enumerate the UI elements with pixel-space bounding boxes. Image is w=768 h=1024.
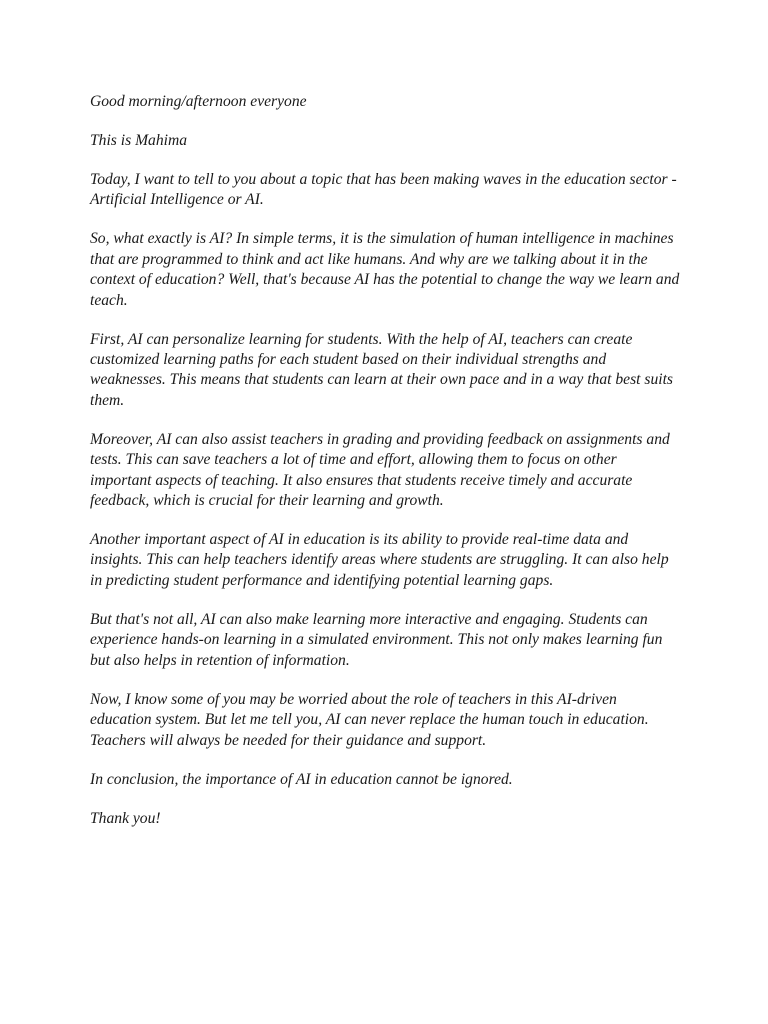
ai-definition-paragraph: So, what exactly is AI? In simple terms, it is the simulation of human intelligence in machines that are programmed to think and act like humans. And why are we talking about it in the context of education? Well, that's because AI has the potential to change the way we learn and teach. <box>90 230 680 309</box>
conclusion-paragraph: In conclusion, the importance of AI in education cannot be ignored. <box>90 770 513 788</box>
personalized-learning-paragraph: First, AI can personalize learning for students. With the help of AI, teachers can create customized learning paths for each student based on their individual strengths and weaknesses. This means that students can learn at their own pace and in a way that best suits them. <box>90 330 673 409</box>
teachers-role-paragraph: Now, I know some of you may be worried about the role of teachers in this AI-driven education system. But let me tell you, AI can never replace the human touch in education. Teachers will always be needed for their guidance and support. <box>90 690 649 749</box>
document-page <box>90 92 680 848</box>
speaker-introduction: This is Mahima <box>90 132 188 149</box>
interactive-learning-paragraph: But that's not all, AI can also make learning more interactive and engaging. Students can experience hands-on learning in a simulated environment. This not only makes learning fun but also helps in retention of information. <box>90 610 663 669</box>
grading-feedback-paragraph: Moreover, AI can also assist teachers in grading and providing feedback on assignments and tests. This can save teachers a lot of time and effort, allowing them to focus on other important aspects of teaching. It also ensures that students receive timely and accurate feedback, which is crucial for their learning and growth. <box>90 430 670 510</box>
realtime-data-paragraph: Another important aspect of AI in education is its ability to provide real-time data and insights. This can help teachers identify areas where students are struggling. It can also help in predicting student performance and identifying potential learning gaps. <box>90 531 669 589</box>
greeting-line: Good morning/afternoon everyone <box>90 93 307 110</box>
closing-thanks: Thank you! <box>90 809 161 827</box>
topic-introduction-paragraph: Today, I want to tell to you about a topic that has been making waves in the education sector - Artificial Intelligence or AI. <box>90 171 677 209</box>
